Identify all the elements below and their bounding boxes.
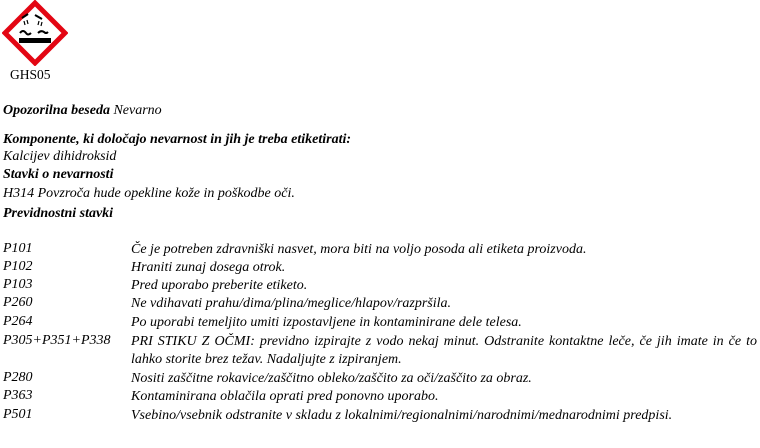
precautionary-code: P103 — [3, 277, 33, 292]
precautionary-text: PRI STIKU Z OČMI: previdno izpirajte z vodo nekaj minut. Odstranite kontaktne leče, če jih imate in če to lahko storite brez težav. Nadaljujte z izpiranjem. — [131, 334, 757, 367]
precautionary-code: P305+P351+P338 — [3, 333, 111, 348]
hazard-text: Povzroča hude opekline kože in poškodbe oči. — [37, 186, 295, 201]
precautionary-code: P102 — [3, 259, 33, 274]
signal-word-value: Nevarno — [113, 103, 162, 118]
precautionary-text: Hraniti zunaj dosega otrok. — [131, 260, 286, 275]
precautionary-code: P264 — [3, 314, 33, 329]
precautionary-code: P260 — [3, 295, 33, 310]
precautionary-code: P280 — [3, 370, 33, 385]
precautionary-text: Po uporabi temeljito umiti izpostavljene in kontaminirane dele telesa. — [131, 315, 522, 330]
components-heading: Komponente, ki določajo nevarnost in jih je treba etiketirati: — [3, 132, 352, 147]
precautionary-text: Vsebino/vsebnik odstranite v skladu z lokalnimi/regionalnimi/narodnimi/mednarodnimi predpisi. — [131, 408, 673, 423]
precautionary-code: P501 — [3, 407, 33, 422]
hazard-code: H314 — [3, 186, 35, 201]
precautionary-code: P363 — [3, 388, 33, 403]
signal-word-label: Opozorilna beseda — [3, 103, 110, 118]
precautionary-text: Če je potreben zdravniški nasvet, mora biti na voljo posoda ali etiketa proizvoda. — [131, 242, 587, 257]
components-value: Kalcijev dihidroksid — [3, 149, 117, 164]
hazard-statement-row — [3, 186, 295, 202]
signal-word-row — [3, 103, 162, 119]
hazard-statements-heading: Stavki o nevarnosti — [3, 167, 114, 182]
precautionary-text: Nositi zaščitne rokavice/zaščitno obleko/zaščito za oči/zaščito za obraz. — [131, 371, 532, 386]
ghs05-corrosion-icon — [2, 0, 68, 66]
pictogram-label: GHS05 — [10, 67, 51, 82]
precautionary-code: P101 — [3, 241, 33, 256]
precautionary-text: Ne vdihavati prahu/dima/plina/meglice/hlapov/razpršila. — [131, 296, 452, 311]
precautionary-text: Pred uporabo preberite etiketo. — [131, 278, 308, 293]
precautionary-text: Kontaminirana oblačila oprati pred ponovno uporabo. — [131, 389, 439, 404]
precautionary-statements-heading: Previdnostni stavki — [3, 206, 114, 221]
